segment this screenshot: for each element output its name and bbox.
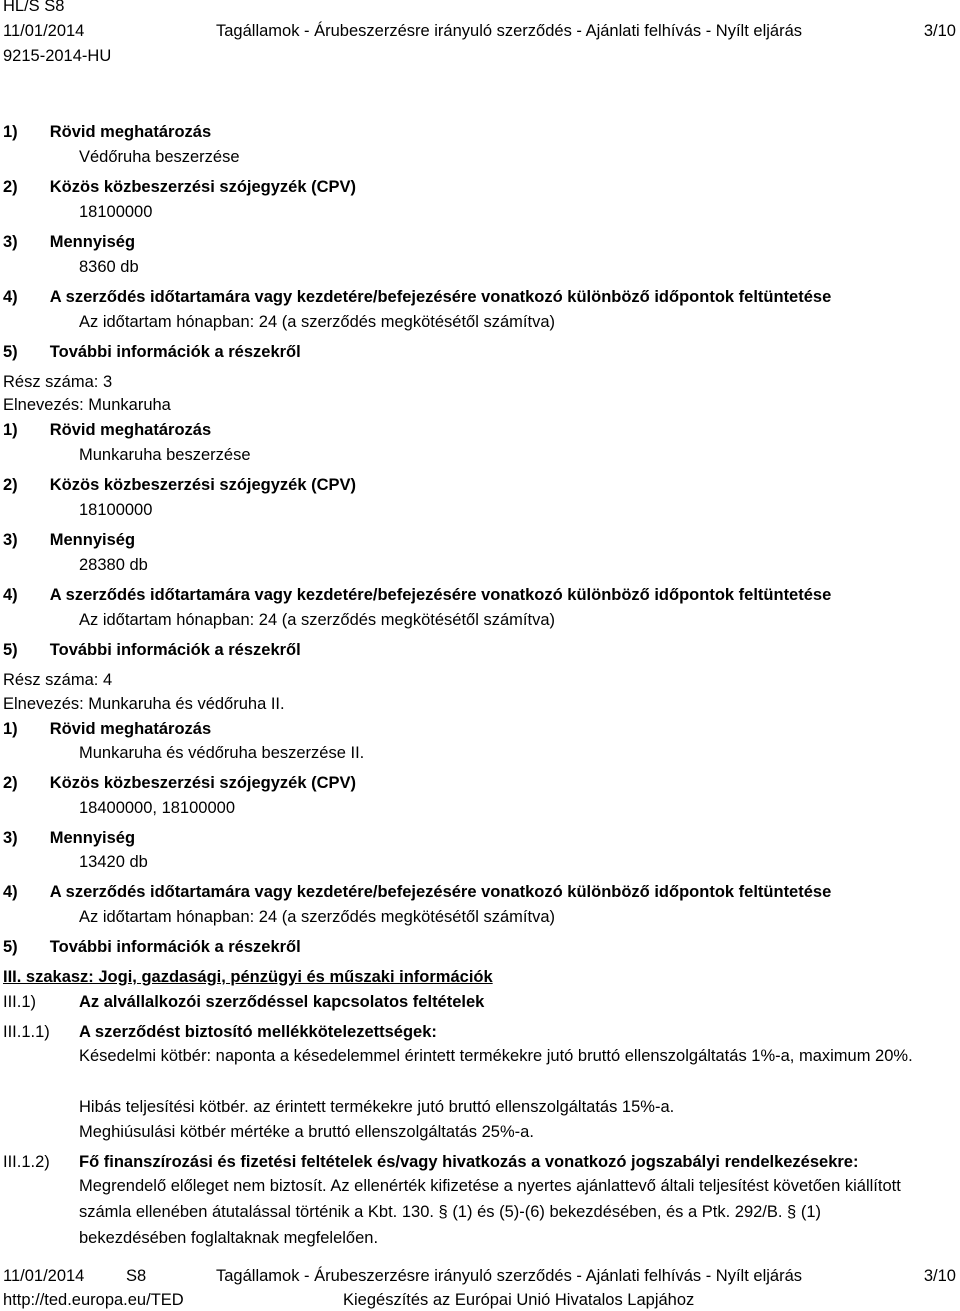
lot3-short-desc-label: 1) Rövid meghatározás bbox=[3, 421, 212, 439]
section311-paragraph-2: Hibás teljesítési kötbér. az érintett termékekre jutó bruttó ellenszolgáltatás 15%-a. bbox=[79, 1098, 675, 1116]
section311-title: A szerződést biztosító mellékkötelezettségek: bbox=[79, 1023, 437, 1041]
lot4-duration-label: 4) A szerződés időtartamára vagy kezdetére/befejezésére vonatkozó különböző időpontok feltüntetése bbox=[3, 883, 832, 901]
section31-number: III.1) bbox=[3, 993, 37, 1011]
lot4-more-info-label: 5) További információk a részekről bbox=[3, 938, 301, 956]
section3-heading: III. szakasz: Jogi, gazdasági, pénzügyi és műszaki információk bbox=[3, 968, 493, 986]
lot4-cpv-label: 2) Közös közbeszerzési szójegyzék (CPV) bbox=[3, 774, 357, 792]
lot3-cpv-label: 2) Közös közbeszerzési szójegyzék (CPV) bbox=[3, 476, 357, 494]
lot3-number: Rész száma: 3 bbox=[3, 373, 113, 391]
section31-title: Az alvállalkozói szerződéssel kapcsolatos feltételek bbox=[79, 993, 485, 1011]
lot4-short-desc-value: Munkaruha és védőruha beszerzése II. bbox=[79, 744, 365, 762]
lot4-name: Elnevezés: Munkaruha és védőruha II. bbox=[3, 695, 285, 713]
section311-paragraph-1: Késedelmi kötbér: naponta a késedelemmel érintett termékekre jutó bruttó ellenszolgáltatás 1%-a, maximum 20%. bbox=[79, 1047, 913, 1065]
section312-number: III.1.2) bbox=[3, 1153, 50, 1171]
lot3-qty-value: 28380 db bbox=[79, 556, 148, 574]
header-doc-id: 9215-2014-HU bbox=[3, 47, 112, 65]
lot2-duration-label: 4) A szerződés időtartamára vagy kezdetére/befejezésére vonatkozó különböző időpontok feltüntetése bbox=[3, 288, 832, 306]
header-source: HL/S S8 bbox=[3, 0, 65, 15]
lot4-qty-value: 13420 db bbox=[79, 853, 148, 871]
lot2-cpv-label: 2) Közös közbeszerzési szójegyzék (CPV) bbox=[3, 178, 357, 196]
header-page-number: 3/10 bbox=[923, 22, 956, 40]
lot4-duration-value: Az időtartam hónapban: 24 (a szerződés megkötésétől számítva) bbox=[79, 908, 555, 926]
section311-paragraph-3: Meghiúsulási kötbér mértéke a bruttó ellenszolgáltatás 25%-a. bbox=[79, 1123, 534, 1141]
footer-series: S8 bbox=[126, 1267, 147, 1285]
section311-number: III.1.1) bbox=[3, 1023, 50, 1041]
section312-paragraph-1: Megrendelő előleget nem biztosít. Az ellenérték kifizetése a nyertes ajánlattevő általi teljesítést követően kiállított számla ellenében átutalással történik a Kbt. 130. § (1) és (5)-(6) bekezdésében, és a Ptk. 292/B. § (1) bekezdésében foglaltaknak megfelelően. bbox=[79, 1177, 901, 1247]
section312-title: Fő finanszírozási és fizetési feltételek és/vagy hivatkozás a vonatkozó jogszabályi rendelkezésekre: bbox=[79, 1153, 859, 1171]
lot4-short-desc-label: 1) Rövid meghatározás bbox=[3, 720, 212, 738]
lot3-qty-label: 3) Mennyiség bbox=[3, 531, 136, 549]
lot4-number: Rész száma: 4 bbox=[3, 671, 113, 689]
lot2-duration-value: Az időtartam hónapban: 24 (a szerződés megkötésétől számítva) bbox=[79, 313, 555, 331]
lot2-short-desc-value: Védőruha beszerzése bbox=[79, 148, 240, 166]
lot2-more-info-label: 5) További információk a részekről bbox=[3, 343, 301, 361]
footer-date: 11/01/2014 bbox=[3, 1267, 85, 1285]
lot3-short-desc-value: Munkaruha beszerzése bbox=[79, 446, 251, 464]
footer-page-number: 3/10 bbox=[923, 1267, 956, 1285]
lot2-qty-value: 8360 db bbox=[79, 258, 139, 276]
lot4-cpv-value: 18400000, 18100000 bbox=[79, 799, 235, 817]
lot3-name: Elnevezés: Munkaruha bbox=[3, 396, 171, 414]
lot2-short-desc-label: 1) Rövid meghatározás bbox=[3, 123, 212, 141]
header-date: 11/01/2014 bbox=[3, 22, 85, 40]
header-title: Tagállamok - Árubeszerzésre irányuló szerződés - Ajánlati felhívás - Nyílt eljárás bbox=[216, 22, 802, 40]
lot3-duration-label: 4) A szerződés időtartamára vagy kezdetére/befejezésére vonatkozó különböző időpontok feltüntetése bbox=[3, 586, 832, 604]
lot3-more-info-label: 5) További információk a részekről bbox=[3, 641, 301, 659]
footer-publisher: Kiegészítés az Európai Unió Hivatalos Lapjához bbox=[343, 1291, 695, 1309]
lot4-qty-label: 3) Mennyiség bbox=[3, 829, 136, 847]
lot2-cpv-value: 18100000 bbox=[79, 203, 153, 221]
lot2-qty-label: 3) Mennyiség bbox=[3, 233, 136, 251]
footer-title: Tagállamok - Árubeszerzésre irányuló szerződés - Ajánlati felhívás - Nyílt eljárás bbox=[216, 1267, 802, 1285]
footer-url-link[interactable]: http://ted.europa.eu/TED bbox=[3, 1291, 184, 1309]
lot3-duration-value: Az időtartam hónapban: 24 (a szerződés megkötésétől számítva) bbox=[79, 611, 555, 629]
lot3-cpv-value: 18100000 bbox=[79, 501, 153, 519]
